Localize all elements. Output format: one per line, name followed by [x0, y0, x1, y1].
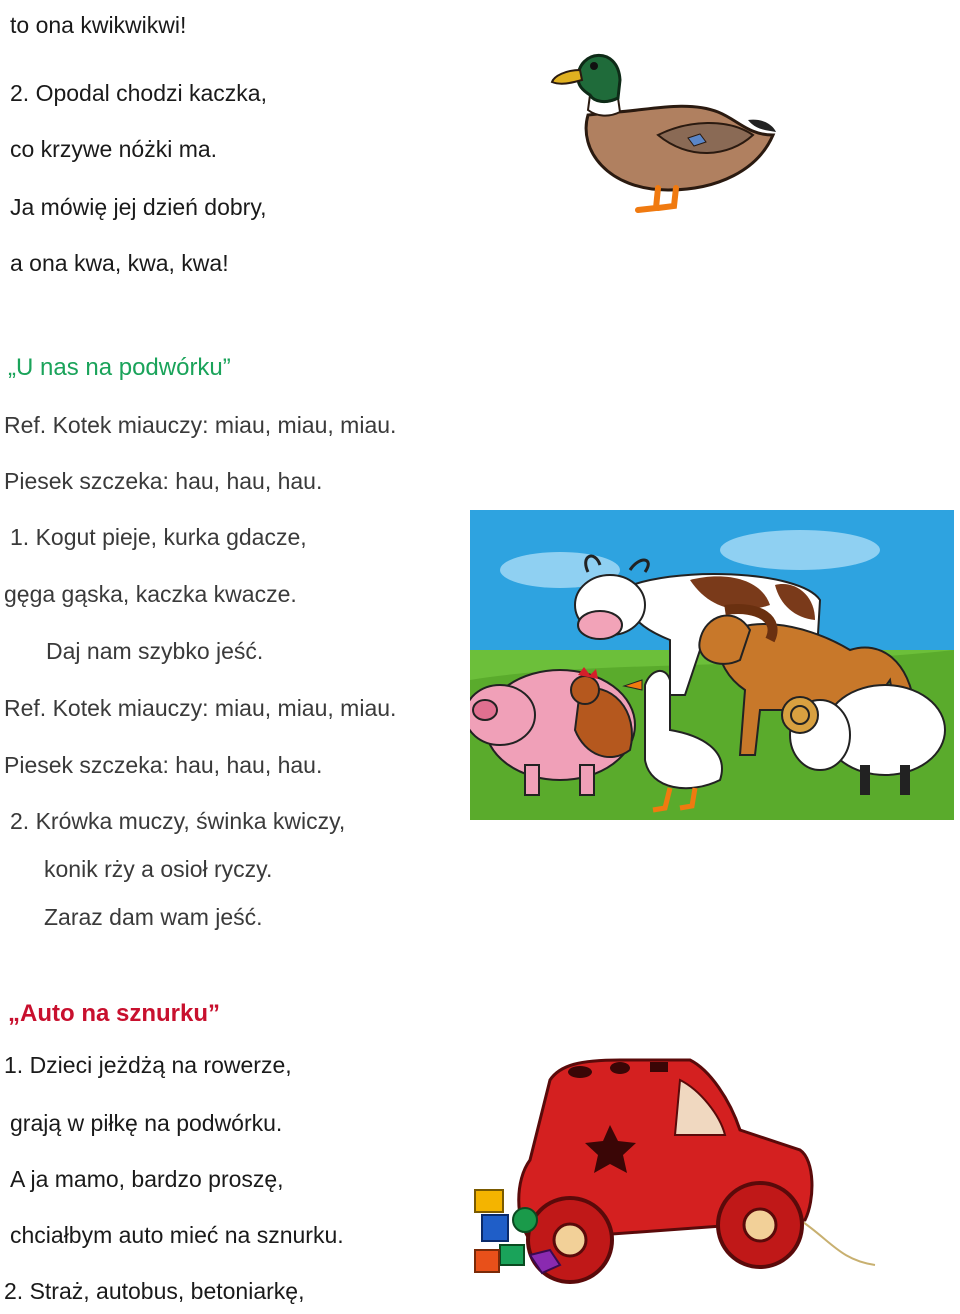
song3-line-5: 2. Straż, autobus, betoniarkę, — [4, 1278, 305, 1304]
song2-line-3: 1. Kogut pieje, kurka gdacze, — [10, 524, 307, 550]
song1-line-2: 2. Opodal chodzi kaczka, — [10, 80, 267, 106]
song1-line-1: to ona kwikwikwi! — [10, 12, 187, 38]
duck-image — [548, 40, 783, 215]
song2-line-4: gęga gąska, kaczka kwacze. — [4, 581, 297, 607]
song2-line-5: Daj nam szybko jeść. — [46, 638, 264, 664]
song3-line-4: chciałbym auto mieć na sznurku. — [10, 1222, 344, 1248]
song2-line-6: Ref. Kotek miauczy: miau, miau, miau. — [4, 695, 397, 721]
toy-car-image — [470, 1010, 880, 1310]
song3-line-1: 1. Dzieci jeżdżą na rowerze, — [4, 1052, 292, 1078]
song2-line-10: Zaraz dam wam jeść. — [44, 904, 263, 930]
song2-title: „U nas na podwórku” — [8, 354, 231, 381]
song1-line-5: a ona kwa, kwa, kwa! — [10, 250, 229, 276]
song1-line-3: co krzywe nóżki ma. — [10, 136, 218, 162]
song2-line-1: Ref. Kotek miauczy: miau, miau, miau. — [4, 412, 397, 438]
song2-line-8: 2. Krówka muczy, świnka kwiczy, — [10, 808, 346, 834]
song2-line-7: Piesek szczeka: hau, hau, hau. — [4, 752, 323, 778]
song2-line-2: Piesek szczeka: hau, hau, hau. — [4, 468, 323, 494]
song2-line-9: konik rży a osioł ryczy. — [44, 856, 273, 882]
song3-title: „Auto na sznurku” — [8, 1000, 221, 1027]
song3-line-3: A ja mamo, bardzo proszę, — [10, 1166, 284, 1192]
song3-line-2: grają w piłkę na podwórku. — [10, 1110, 283, 1136]
song1-line-4: Ja mówię jej dzień dobry, — [10, 194, 267, 220]
farm-animals-image — [470, 510, 954, 820]
